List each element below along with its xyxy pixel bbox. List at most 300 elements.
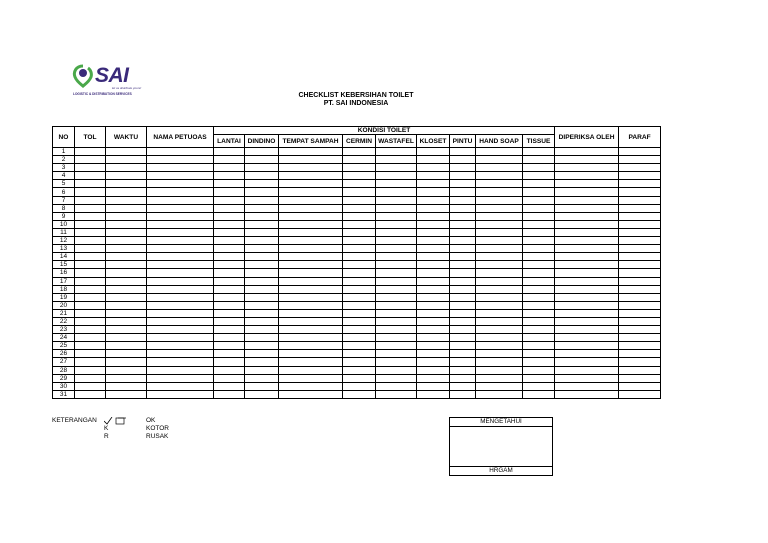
table-cell — [417, 212, 450, 220]
header-pintu: PINTU — [450, 135, 476, 148]
table-cell — [343, 204, 376, 212]
table-cell — [523, 366, 555, 374]
table-cell — [106, 326, 147, 334]
table-cell — [214, 374, 245, 382]
table-cell — [450, 366, 476, 374]
sai-logo-icon — [72, 64, 94, 88]
table-cell — [450, 374, 476, 382]
table-cell — [279, 342, 343, 350]
table-cell — [450, 148, 476, 156]
table-cell — [376, 301, 417, 309]
table-cell — [245, 358, 279, 366]
row-number: 28 — [53, 366, 75, 374]
table-cell — [106, 301, 147, 309]
table-cell — [450, 342, 476, 350]
table-cell — [343, 164, 376, 172]
table-cell — [147, 156, 214, 164]
table-cell — [376, 220, 417, 228]
table-cell — [245, 261, 279, 269]
table-cell — [279, 269, 343, 277]
table-cell — [245, 148, 279, 156]
table-cell — [147, 245, 214, 253]
table-cell — [245, 204, 279, 212]
table-cell — [523, 390, 555, 398]
table-cell — [417, 382, 450, 390]
table-cell — [476, 196, 523, 204]
table-cell — [343, 334, 376, 342]
table-cell — [106, 277, 147, 285]
table-cell — [245, 245, 279, 253]
table-cell — [555, 253, 619, 261]
row-number: 29 — [53, 374, 75, 382]
table-row — [53, 261, 661, 269]
table-cell — [619, 317, 661, 325]
table-cell — [476, 285, 523, 293]
table-cell — [147, 342, 214, 350]
header-lantai: LANTAI — [214, 135, 245, 148]
table-cell — [279, 334, 343, 342]
table-cell — [279, 374, 343, 382]
table-row — [53, 350, 661, 358]
table-cell — [75, 285, 106, 293]
table-cell — [376, 326, 417, 334]
table-cell — [619, 342, 661, 350]
table-cell — [619, 253, 661, 261]
table-cell — [417, 261, 450, 269]
table-cell — [619, 261, 661, 269]
header-tempat-sampah: TEMPAT SAMPAH — [279, 135, 343, 148]
table-cell — [343, 382, 376, 390]
table-cell — [147, 172, 214, 180]
table-cell — [75, 358, 106, 366]
table-cell — [214, 301, 245, 309]
legend-meaning-kotor: KOTOR — [146, 425, 169, 432]
table-cell — [279, 366, 343, 374]
table-cell — [450, 269, 476, 277]
table-cell — [343, 269, 376, 277]
table-cell — [279, 326, 343, 334]
table-cell — [147, 334, 214, 342]
table-cell — [147, 164, 214, 172]
table-cell — [106, 253, 147, 261]
table-cell — [214, 350, 245, 358]
header-dinding: DINDINO — [245, 135, 279, 148]
table-cell — [106, 172, 147, 180]
table-cell — [555, 188, 619, 196]
table-cell — [376, 148, 417, 156]
table-cell — [106, 228, 147, 236]
table-cell — [214, 148, 245, 156]
table-cell — [245, 350, 279, 358]
table-cell — [476, 164, 523, 172]
table-row — [53, 366, 661, 374]
table-cell — [245, 326, 279, 334]
table-cell — [476, 253, 523, 261]
table-cell — [106, 293, 147, 301]
table-cell — [75, 301, 106, 309]
table-cell — [417, 164, 450, 172]
table-cell — [523, 220, 555, 228]
table-cell — [75, 326, 106, 334]
table-cell — [450, 382, 476, 390]
table-cell — [619, 196, 661, 204]
table-cell — [214, 204, 245, 212]
table-cell — [619, 309, 661, 317]
table-cell — [279, 350, 343, 358]
table-cell — [147, 180, 214, 188]
table-cell — [555, 172, 619, 180]
table-cell — [476, 326, 523, 334]
table-cell — [279, 301, 343, 309]
table-cell — [214, 390, 245, 398]
table-cell — [476, 309, 523, 317]
table-cell — [555, 334, 619, 342]
table-cell — [450, 261, 476, 269]
table-cell — [476, 212, 523, 220]
table-cell — [214, 326, 245, 334]
table-cell — [75, 253, 106, 261]
table-cell — [555, 317, 619, 325]
table-cell — [450, 172, 476, 180]
table-cell — [476, 293, 523, 301]
table-cell — [417, 317, 450, 325]
table-cell — [376, 269, 417, 277]
table-cell — [147, 237, 214, 245]
table-cell — [279, 285, 343, 293]
table-cell — [450, 253, 476, 261]
table-cell — [376, 390, 417, 398]
header-wastafel: WASTAFEL — [376, 135, 417, 148]
row-number: 15 — [53, 261, 75, 269]
table-cell — [417, 188, 450, 196]
table-cell — [279, 293, 343, 301]
row-number: 1 — [53, 148, 75, 156]
table-cell — [476, 245, 523, 253]
table-cell — [555, 156, 619, 164]
table-cell — [476, 261, 523, 269]
table-row — [53, 269, 661, 277]
header-diperiksa-oleh: DIPERIKSA OLEH — [555, 127, 619, 148]
table-cell — [555, 293, 619, 301]
table-cell — [343, 317, 376, 325]
table-cell — [376, 350, 417, 358]
table-cell — [75, 350, 106, 358]
legend-meaning-rusak: RUSAK — [146, 433, 169, 440]
table-cell — [523, 196, 555, 204]
table-cell — [214, 317, 245, 325]
table-cell — [147, 269, 214, 277]
table-cell — [279, 180, 343, 188]
table-cell — [476, 237, 523, 245]
table-cell — [279, 172, 343, 180]
table-cell — [245, 253, 279, 261]
table-cell — [417, 269, 450, 277]
table-cell — [417, 301, 450, 309]
table-cell — [245, 301, 279, 309]
table-cell — [555, 382, 619, 390]
table-cell — [417, 253, 450, 261]
table-cell — [147, 212, 214, 220]
table-cell — [106, 220, 147, 228]
table-cell — [279, 212, 343, 220]
table-cell — [555, 358, 619, 366]
header-paraf: PARAF — [619, 127, 661, 148]
table-cell — [75, 148, 106, 156]
table-row — [53, 326, 661, 334]
table-cell — [245, 188, 279, 196]
table-cell — [376, 180, 417, 188]
table-cell — [245, 382, 279, 390]
table-cell — [376, 196, 417, 204]
table-cell — [523, 204, 555, 212]
table-cell — [245, 374, 279, 382]
table-cell — [523, 309, 555, 317]
table-cell — [450, 350, 476, 358]
table-cell — [555, 390, 619, 398]
table-cell — [106, 180, 147, 188]
table-cell — [75, 334, 106, 342]
table-cell — [450, 212, 476, 220]
table-cell — [450, 228, 476, 236]
table-cell — [245, 228, 279, 236]
table-cell — [450, 156, 476, 164]
table-cell — [343, 253, 376, 261]
table-cell — [619, 366, 661, 374]
table-row — [53, 228, 661, 236]
logo-tagline: let us distribute yours! — [112, 86, 142, 90]
row-number: 9 — [53, 212, 75, 220]
logo-subtitle: LOGISTIC & DISTRIBUTION SERVICES — [73, 92, 132, 96]
table-cell — [245, 277, 279, 285]
logo-wordmark: SAI — [95, 64, 129, 87]
table-cell — [75, 390, 106, 398]
table-cell — [476, 220, 523, 228]
table-cell — [75, 245, 106, 253]
table-cell — [106, 390, 147, 398]
table-cell — [245, 180, 279, 188]
table-cell — [555, 220, 619, 228]
table-cell — [214, 334, 245, 342]
table-cell — [450, 180, 476, 188]
table-cell — [523, 317, 555, 325]
table-cell — [214, 237, 245, 245]
table-cell — [245, 220, 279, 228]
table-cell — [343, 358, 376, 366]
table-cell — [619, 156, 661, 164]
table-cell — [147, 188, 214, 196]
table-cell — [147, 293, 214, 301]
row-number: 16 — [53, 269, 75, 277]
table-cell — [214, 188, 245, 196]
table-cell — [523, 180, 555, 188]
table-cell — [619, 374, 661, 382]
row-number: 12 — [53, 237, 75, 245]
table-cell — [245, 342, 279, 350]
table-row — [53, 342, 661, 350]
table-cell — [279, 188, 343, 196]
table-cell — [476, 172, 523, 180]
table-cell — [376, 317, 417, 325]
table-cell — [619, 237, 661, 245]
table-cell — [523, 164, 555, 172]
table-cell — [450, 301, 476, 309]
table-cell — [450, 220, 476, 228]
table-cell — [523, 334, 555, 342]
document-title: CHECKLIST KEBERSIHAN TOILET — [298, 92, 414, 99]
row-number: 4 — [53, 172, 75, 180]
table-cell — [376, 342, 417, 350]
table-row — [53, 309, 661, 317]
table-cell — [376, 309, 417, 317]
table-cell — [555, 342, 619, 350]
table-row — [53, 172, 661, 180]
table-row — [53, 253, 661, 261]
table-cell — [619, 245, 661, 253]
table-cell — [343, 237, 376, 245]
table-cell — [75, 196, 106, 204]
table-cell — [619, 212, 661, 220]
table-row — [53, 148, 661, 156]
table-cell — [147, 350, 214, 358]
table-cell — [417, 196, 450, 204]
table-cell — [106, 334, 147, 342]
table-cell — [106, 188, 147, 196]
table-cell — [343, 293, 376, 301]
table-cell — [245, 334, 279, 342]
table-cell — [245, 366, 279, 374]
header-tissue: TISSUE — [523, 135, 555, 148]
table-cell — [245, 196, 279, 204]
row-number: 2 — [53, 156, 75, 164]
row-number: 5 — [53, 180, 75, 188]
table-cell — [343, 374, 376, 382]
row-number: 13 — [53, 245, 75, 253]
table-cell — [279, 228, 343, 236]
table-cell — [147, 317, 214, 325]
table-cell — [555, 366, 619, 374]
table-row — [53, 301, 661, 309]
table-cell — [619, 204, 661, 212]
table-cell — [75, 220, 106, 228]
table-cell — [619, 382, 661, 390]
table-cell — [106, 164, 147, 172]
table-cell — [376, 382, 417, 390]
table-cell — [245, 212, 279, 220]
table-cell — [417, 374, 450, 382]
table-cell — [75, 269, 106, 277]
table-cell — [75, 228, 106, 236]
table-cell — [75, 237, 106, 245]
row-number: 20 — [53, 301, 75, 309]
table-cell — [106, 148, 147, 156]
table-cell — [523, 172, 555, 180]
table-row — [53, 293, 661, 301]
table-cell — [555, 196, 619, 204]
table-cell — [376, 188, 417, 196]
table-cell — [450, 334, 476, 342]
table-row — [53, 237, 661, 245]
table-cell — [417, 366, 450, 374]
row-number: 31 — [53, 390, 75, 398]
row-number: 27 — [53, 358, 75, 366]
table-cell — [75, 342, 106, 350]
table-cell — [417, 334, 450, 342]
table-cell — [376, 245, 417, 253]
table-cell — [214, 164, 245, 172]
table-cell — [245, 309, 279, 317]
table-cell — [106, 309, 147, 317]
row-number: 30 — [53, 382, 75, 390]
table-cell — [214, 293, 245, 301]
table-cell — [245, 164, 279, 172]
row-number: 3 — [53, 164, 75, 172]
table-cell — [476, 148, 523, 156]
table-cell — [555, 350, 619, 358]
table-cell — [619, 188, 661, 196]
table-cell — [450, 293, 476, 301]
table-cell — [450, 196, 476, 204]
table-cell — [417, 277, 450, 285]
table-cell — [75, 382, 106, 390]
table-cell — [147, 301, 214, 309]
header-no: NO — [53, 127, 75, 148]
row-number: 22 — [53, 317, 75, 325]
table-cell — [555, 277, 619, 285]
table-cell — [476, 374, 523, 382]
table-row — [53, 196, 661, 204]
table-cell — [417, 180, 450, 188]
row-number: 24 — [53, 334, 75, 342]
table-cell — [476, 156, 523, 164]
table-cell — [214, 382, 245, 390]
table-cell — [245, 285, 279, 293]
table-cell — [279, 196, 343, 204]
table-cell — [523, 156, 555, 164]
table-cell — [106, 261, 147, 269]
table-cell — [523, 358, 555, 366]
table-cell — [106, 237, 147, 245]
legend-label: KETERANGAN — [52, 417, 97, 424]
table-cell — [476, 342, 523, 350]
table-cell — [214, 228, 245, 236]
table-cell — [450, 358, 476, 366]
table-cell — [343, 228, 376, 236]
table-row — [53, 374, 661, 382]
table-cell — [523, 212, 555, 220]
table-cell — [450, 277, 476, 285]
table-row — [53, 245, 661, 253]
table-cell — [279, 317, 343, 325]
table-cell — [376, 334, 417, 342]
table-cell — [619, 220, 661, 228]
table-cell — [376, 156, 417, 164]
table-cell — [279, 261, 343, 269]
checklist-table — [52, 126, 661, 399]
table-cell — [279, 220, 343, 228]
table-cell — [450, 326, 476, 334]
table-cell — [214, 212, 245, 220]
table-cell — [214, 366, 245, 374]
table-cell — [476, 228, 523, 236]
table-cell — [619, 293, 661, 301]
table-cell — [279, 245, 343, 253]
table-cell — [555, 148, 619, 156]
table-cell — [555, 269, 619, 277]
table-cell — [106, 245, 147, 253]
table-cell — [376, 366, 417, 374]
row-number: 26 — [53, 350, 75, 358]
table-cell — [523, 237, 555, 245]
